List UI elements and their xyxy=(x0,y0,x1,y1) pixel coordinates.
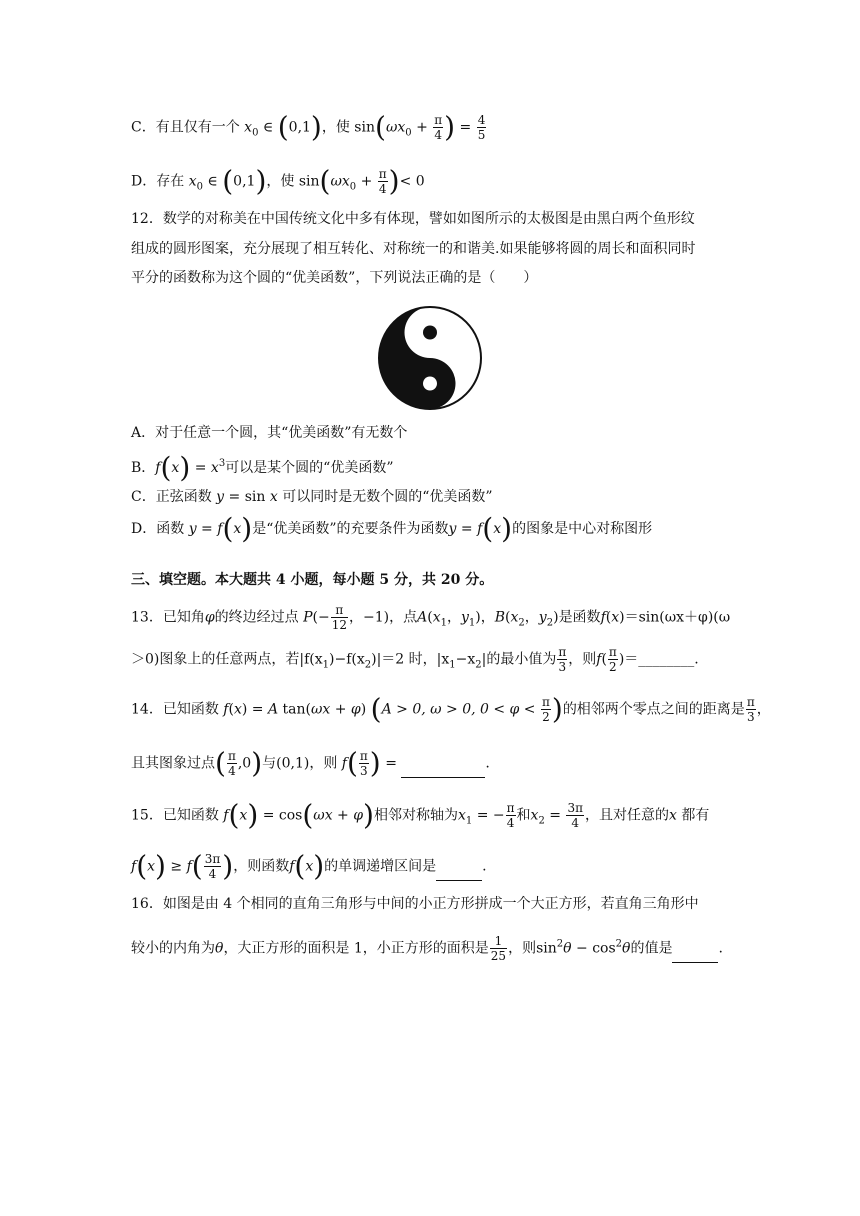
q14-p2: 的相邻两个零点之间的距离是 xyxy=(562,701,745,718)
q14-l2a: 且其图象过点 xyxy=(131,755,215,772)
q13-l2a: ＞0)图象上的任意两点，若|f(x xyxy=(131,651,323,668)
q13-p3: ，−1)，点 xyxy=(349,609,418,626)
q14-l2d: = xyxy=(385,755,397,772)
q13-l2f: ，则 xyxy=(568,651,597,668)
q12-stem-line2: 组成的圆形图案，充分展现了相互转化、对称统一的和谐美.如果能够将圆的周长和面积同时 xyxy=(131,241,696,257)
q14-line1: 14．已知函数 f(x) = A tan(ωx + φ) (A > 0, ω > 0, 0 < φ < $\frac{\pi}{2}$ )的相邻两个零点之间的距离是 $\frac{\pi}{3}$ ， xyxy=(131,692,771,726)
option-b-tail: 可以是某个圆的“优美函数” xyxy=(225,460,394,476)
q12-option-d: D．函数 y = f(x)是“优美函数”的充要条件为函数y = f(x)的图象是中心对称图形 xyxy=(131,512,653,545)
q13-l2c: )|＝2 时，|x xyxy=(371,651,450,668)
q15-p1: 15．已知函数 xyxy=(131,807,219,824)
q16-answer-blank[interactable] xyxy=(672,946,718,963)
q15-p2: 相邻对称轴为 xyxy=(373,807,458,824)
q12-stem-line3: 平分的函数称为这个圆的“优美函数”，下列说法正确的是（ ） xyxy=(131,270,538,286)
q14-l2e: . xyxy=(485,755,490,772)
q14-l2b: 与 xyxy=(262,755,277,772)
q14-line2: 且其图象过点( $\frac{\pi}{4}$ ,0)与(0,1)，则 f( $\frac{\pi}{3}$ ) = . xyxy=(131,746,490,780)
q14-answer-blank[interactable] xyxy=(401,761,485,778)
q15-l2a: ，则函数 xyxy=(233,858,290,875)
option-d-text: D．存在 xyxy=(131,173,185,190)
option-c-head: C．正弦函数 xyxy=(131,489,212,505)
section-heading: 三、填空题。本大题共 4 小题，每小题 5 分，共 20 分。 xyxy=(131,572,494,588)
q13-l2g: ＝________. xyxy=(624,651,699,668)
q14-cond: A > 0, ω > 0, 0 < φ < xyxy=(381,701,536,718)
q13-p6: ＝sin(ωx＋φ)(ω xyxy=(624,609,731,626)
option-c-num: 4 xyxy=(477,113,486,127)
q15-line2: f(x) ≥ f( $\frac{3\pi}{4}$ )，则函数f(x)的单调递增区间是 . xyxy=(131,849,487,883)
q15-answer-blank[interactable] xyxy=(436,864,482,881)
q12-stem-line1: 12．数学的对称美在中国传统文化中多有体现，譬如如图所示的太极图是由黑白两个鱼形纹 xyxy=(131,211,695,227)
option-d-mid: ，使 xyxy=(266,173,295,190)
q16-l2a: 较小的内角为 xyxy=(131,940,215,957)
q15-l2c: . xyxy=(482,858,487,875)
q16-line2: 较小的内角为θ，大正方形的面积是 1，小正方形的面积是 $\frac{1}{25}$ ，则$\sin^2\theta - \cos^2\theta$的值是 . xyxy=(131,934,723,963)
option-c-tail: 可以同时是无数个圆的“优美函数” xyxy=(282,489,493,505)
q13-p5: 是函数 xyxy=(558,609,601,626)
q16-l2e: . xyxy=(718,940,723,957)
q16-l2d: 的值是 xyxy=(630,940,673,957)
q12-option-c: C．正弦函数 y = sin x 可以同时是无数个圆的“优美函数” xyxy=(131,489,493,505)
q11-option-d: D．存在 $x_0$ ∈ (0,1)，使 $\sin(\omega x_0$ + $\frac{\pi}{4}$ )< 0 xyxy=(131,164,425,198)
q13-l2b: )−f(x xyxy=(329,651,365,668)
q16-l2b: ，大正方形的面积是 1，小正方形的面积是 xyxy=(223,940,489,957)
q13-l2d: −x xyxy=(455,651,476,668)
taiji-figure xyxy=(377,305,483,411)
q16-l2c: ，则 xyxy=(508,940,537,957)
q15-p3: 和 xyxy=(516,807,531,824)
q12-option-b: B．$f(x) = x^3$可以是某个圆的“优美函数” xyxy=(131,451,394,484)
q13-p1: 13．已知角 xyxy=(131,609,205,626)
q15-p4: ，且对任意的 xyxy=(584,807,669,824)
q15-line1: 15．已知函数 f(x) = cos(ωx + φ)相邻对称轴为$x_1$ = − $\frac{\pi}{4}$ 和$x_2$ = $\frac{3\pi}{4}$ ，且对任意的x 都有 xyxy=(131,798,710,832)
q14-p1: 14．已知函数 xyxy=(131,701,219,718)
q13-line1: 13．已知角φ的终边经过点 P(− $\frac{\pi}{12}$ ，−1)，点$A(x_1$，$y_1$)，$B(x_2$，$y_2$)是函数f(x)＝sin(ωx＋φ)(ω xyxy=(131,603,731,632)
q16-line1: 16．如图是由 4 个相同的直角三角形与中间的小正方形拼成一个大正方形，若直角三角形中 xyxy=(131,896,699,912)
option-d-tail: < 0 xyxy=(399,173,425,190)
option-c-text: C．有且仅有一个 xyxy=(131,119,240,136)
option-d-mid: 是“优美函数”的充要条件为函数 xyxy=(252,521,449,537)
option-d-head: D．函数 xyxy=(131,521,185,537)
q12-option-a: A．对于任意一个圆，其“优美函数”有无数个 xyxy=(131,425,408,441)
q13-p2: 的终边经过点 xyxy=(214,609,299,626)
option-d-tail-text: 的图象是中心对称图形 xyxy=(512,521,653,537)
option-c-mid: ，使 xyxy=(321,119,350,136)
q15-l2b: 的单调递增区间是 xyxy=(324,858,437,875)
q13-l2e: |的最小值为 xyxy=(481,651,557,668)
option-c-den: 5 xyxy=(477,128,486,142)
q15-p5: 都有 xyxy=(681,807,710,824)
q14-l2c: ，则 xyxy=(309,755,338,772)
q11-option-c: C．有且仅有一个 $x_0$ ∈ (0,1)，使 $\sin(\omega x_0$ + $\frac{\pi}{4}$ ) = $\frac{4}{5}$ xyxy=(131,110,486,144)
q13-line2: ＞0)图象上的任意两点，若$|f(x_1)-f(x_2)|=2$ 时，$|x_1-x_2|$的最小值为 $\frac{\pi}{3}$ ，则f( $\frac{\pi}{2}$ )＝________. xyxy=(131,645,699,674)
q13-p4: ， xyxy=(480,609,495,626)
